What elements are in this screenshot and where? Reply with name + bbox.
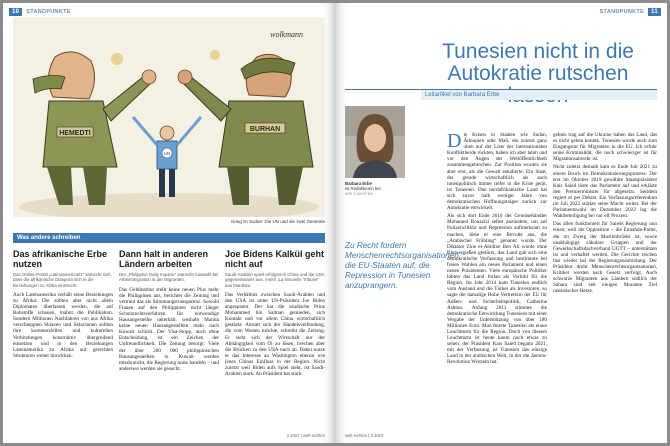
column-3 [225, 249, 325, 380]
author-photo [345, 106, 405, 178]
title-line-2: Autokratie rutschen [447, 62, 629, 85]
author-name: Barbara Erbe [345, 181, 372, 186]
column-1 [13, 249, 113, 380]
column-3-body: Das Verhältnis zwischen Saudi-Arabien und den USA ist unter US-Präsident Joe Biden angespannt. Der hat die saudische Prinz Mohammed bin Salman gemieden, sich Kontakt und vor allem China wirtschaftlich gestärkt. Anstatt sich der Handelsverbindung, die vom Westen möchte, schreibt die Zeitung. Er sieht sich der Wirtschaft nur der Abhängigkeit vom Öl zu lösen, brechen aber die Brücken zu den USA nach ab. Dabei nutze er das Interesse an Washington ebenso wie jenes Chinas Einfluss in der Region. Nicht zuletzt weil Biden aufs Spiel steht, ist Saudi-Arabien stark. An Präsident hat stark. [225, 291, 325, 378]
left-page-number: 10 [9, 8, 22, 16]
section-band: Was andere schreiben [13, 233, 325, 243]
cartoonist-signature: wolkmann [270, 30, 303, 39]
author-role: ist Redakteurin bei [345, 186, 381, 192]
column-2-headline: Dann halt in anderen Ländern arbeiten [119, 249, 209, 269]
article-column-2 [553, 132, 657, 296]
right-page-number: 11 [648, 8, 661, 16]
pull-quote: Zu Recht fordern Menschenrechtsorganisationen die EU-Staaten auf, die Repression in Tunesien anzuprangern. [345, 241, 459, 290]
cartoon-caption: Krieg im Sudan: Die UN und die zwei Generäle [231, 219, 325, 224]
magazine-spread [3, 3, 667, 443]
cartoon-illustration [13, 17, 325, 217]
author-source: WELT-SICHTEN [345, 191, 373, 196]
left-section-label: STANDPUNKTE [26, 9, 71, 15]
column-3-headline: Joe Bidens Kalkül geht nicht auf [225, 249, 325, 269]
un-label: UN [163, 151, 171, 156]
article-column-1 [447, 132, 547, 368]
column-1-lede: Das Online-Portal „Latinoamerica21“ wünscht sich, dass die afrikanische Diaspora sich in die Beziehungen zu Afrika einmischt. [13, 272, 112, 288]
article-intro [447, 132, 547, 211]
left-running-head [9, 8, 75, 16]
author-caption [345, 181, 409, 197]
byline-band: Leitartikel von Barbara Erbe [421, 90, 657, 100]
right-running-head [596, 8, 661, 16]
column-2-body-1: Das Geldinstitut stellt keine neuen Plus mehr die Philippinen aus, berichtet die Zeitung und vertraut das als Stimmungstransparenz. Sowohl Frauen auf den Philippinen nicht länger Schutzrechtsverfahren für notwendige Hausangestellte unterhält. weshalb Manila keine neuen Hausangestellten mehr nach Kuwait schickt. Der Visa-Stopp, auch ohne Entscheidung, ist ein Zeichen der Unfreundlichkeit. Die Zeitung besorgt: Viele der über 200 000 philippinischen Hausangestellten in Kuwait werden missbraucht, die Regierung muss handeln – und anderswo werden sie gesucht. [119, 286, 219, 372]
article-intro-text: ie Krisen in Staaten wie Sudan, Äthiopien oder Mali, die zuletzt ganz oben auf der Liste der internationalen Konfliktherde rückten, haben ich aber lahm und vor den Augen der Weltöffentlichkeit zusammengebrochen. Zur Position wurden sie aber erst, als die Gewalt eskalierte. Ein Staat, der gerade wirtschaftlich als auch innenpolitisch immer tiefer in die Krise gerät, ist Tunesien. Das nordafrikanische Land hat sich zuvor halb weniger Jahre von demokratischen Hoffnungsträger zurück zur Autokratie entwickelt. [447, 132, 547, 212]
left-columns [13, 249, 325, 380]
left-page [3, 3, 335, 443]
drop-cap: D [447, 130, 462, 152]
author-portrait [345, 106, 405, 178]
title-line-1: Tunesien nicht in die [442, 40, 634, 63]
right-section-label: STANDPUNKTE [599, 9, 645, 15]
left-footer: 3 2023 | welt-sichten [286, 433, 325, 438]
article-col2-p1: gebnis trag auf die Ukraine haben das Land, das es nicht geben konnte, Tunesien wurde auch zum Eingangstor für Migranten in die EU. Ich erfuhr seine Kriminalität, die noch schwieriger ist für Migrationsabwehr ist. [553, 132, 657, 163]
column-1-body: Auch Lateinamerika verhält seine Beziehungen zu Afrika: Die sollten aber nicht allein Diplomaten überlassen werden, die auf Rohstoffe schauen, mahnt die Publikation. Sondern Millionen Nachfahren von aus Afrika verschleppten Sklaven und Sklavinnen sollten ihre kommerziellen und kulturellen Verbindungen konstruktiv übergreifend einsetzen und in den Beziehungen Lateinamerika zu Afrika auf gerechten Strukturen weiter hinwirken. [13, 291, 113, 359]
column-2-lede: Der „Philippine Daily Inquirer“ wünscht Auswahl bei Arbeitsmigration in der Migranten. [119, 272, 219, 283]
column-3-lede: Saudi-Arabien spielt erfolgreich China und die USA gegeneinander aus, meint „La Nouvelle Tribune“ aus Marokko. [225, 272, 325, 288]
article-paragraph-2: Als sich dort Ende 2010 der Gemüsehändler Mohamed Bouazizi selbst anzündete, um auf Polizeiwillkür und Repression aufmerksam zu machen, löste er eine Revolte aus, die „Arabischer Frühling“ genannt wurde. Der Diktator Zine el-Abidine Ben Ali wurde ohne Blutvergießen gestürzt, das Land gab sich eine demokratische Verfassung und bestimmte bei freien Wahlen ein neues Parlament und einen neuen Präsidenten. Viele europäische Politiker lobten das Land fortan als Vorbild für die Region. Im Jahr 2014 kam Tunesien endlich vom Ausland und die Türkei als Investoren, so sagte die damalige Hohe Vertreterin der EU für Außen- und Sicherheitspolitik, Catherine Ashton. Anfang 2011 stimmte die demokratische Entwicklung Tunesiens mit einer Vergabe der Unterstützung von über 180 Millionen Euro. Man feierte Tunesien als einen Leuchtturm für die Region. Doch von diesem Leuchtturm ist heute kaum noch etwas zu sehen, der Präsident Kais Saied begann 2021, mit der Verfassung ist Tunesien das einzige Land in der arabischen Welt, in der die Jasmin-Revolution Wurzeln hat. [447, 213, 547, 366]
sudan-cartoon [13, 17, 325, 217]
hemedti-label: HEMEDTI [59, 130, 91, 137]
burhan-label: BURHAN [249, 126, 281, 133]
right-footer: welt-sichten | 3 2023 [345, 433, 384, 438]
column-1-headline: Das afrikanische Erbe nutzen [13, 249, 108, 269]
column-2 [119, 249, 219, 380]
article-col2-p2: Nicht zuletzt deshalb kam es Ende Juli 2021 zu einem Bruch im Demokratisierungsprozess: Der erst im Oktober 2019 gewählte Staatspräsident Kais Saied löste das Parlament auf und erklärte den Premierminister für abgesetzt. Seitdem regiert er per Dekret. Ein Verfassungsreferendum im Juli 2022 stärkte seine Macht weiter. Bei der Parlamentswahl im Dezember 2022 lag die Wahlbeteiligung bei nur elf Prozent. [553, 164, 657, 220]
article-col2-p3: Das allen funktioniert für Saieds Regierung nun einen, weil die Opposition – die Ennahda-Partei, die im Zweig der Muslimbrüder ist, sowie unabhängige säkulare Gruppen und der Gewerkschaftsdachverband UGTT – unterstützen ist und verhaftet werden. Die Gerichte reichen fast wieder bei der Regierungsneubildung. Der Präsident droht Menschenrechtsorganisationen, Kritiker werden nach Gesetz verfolgt. Auch schwarze Migranten aus Ländern südlich der Sahara sind seit einigen Monaten Ziel rassistischer Hetze. [553, 221, 657, 295]
right-page [335, 3, 667, 443]
